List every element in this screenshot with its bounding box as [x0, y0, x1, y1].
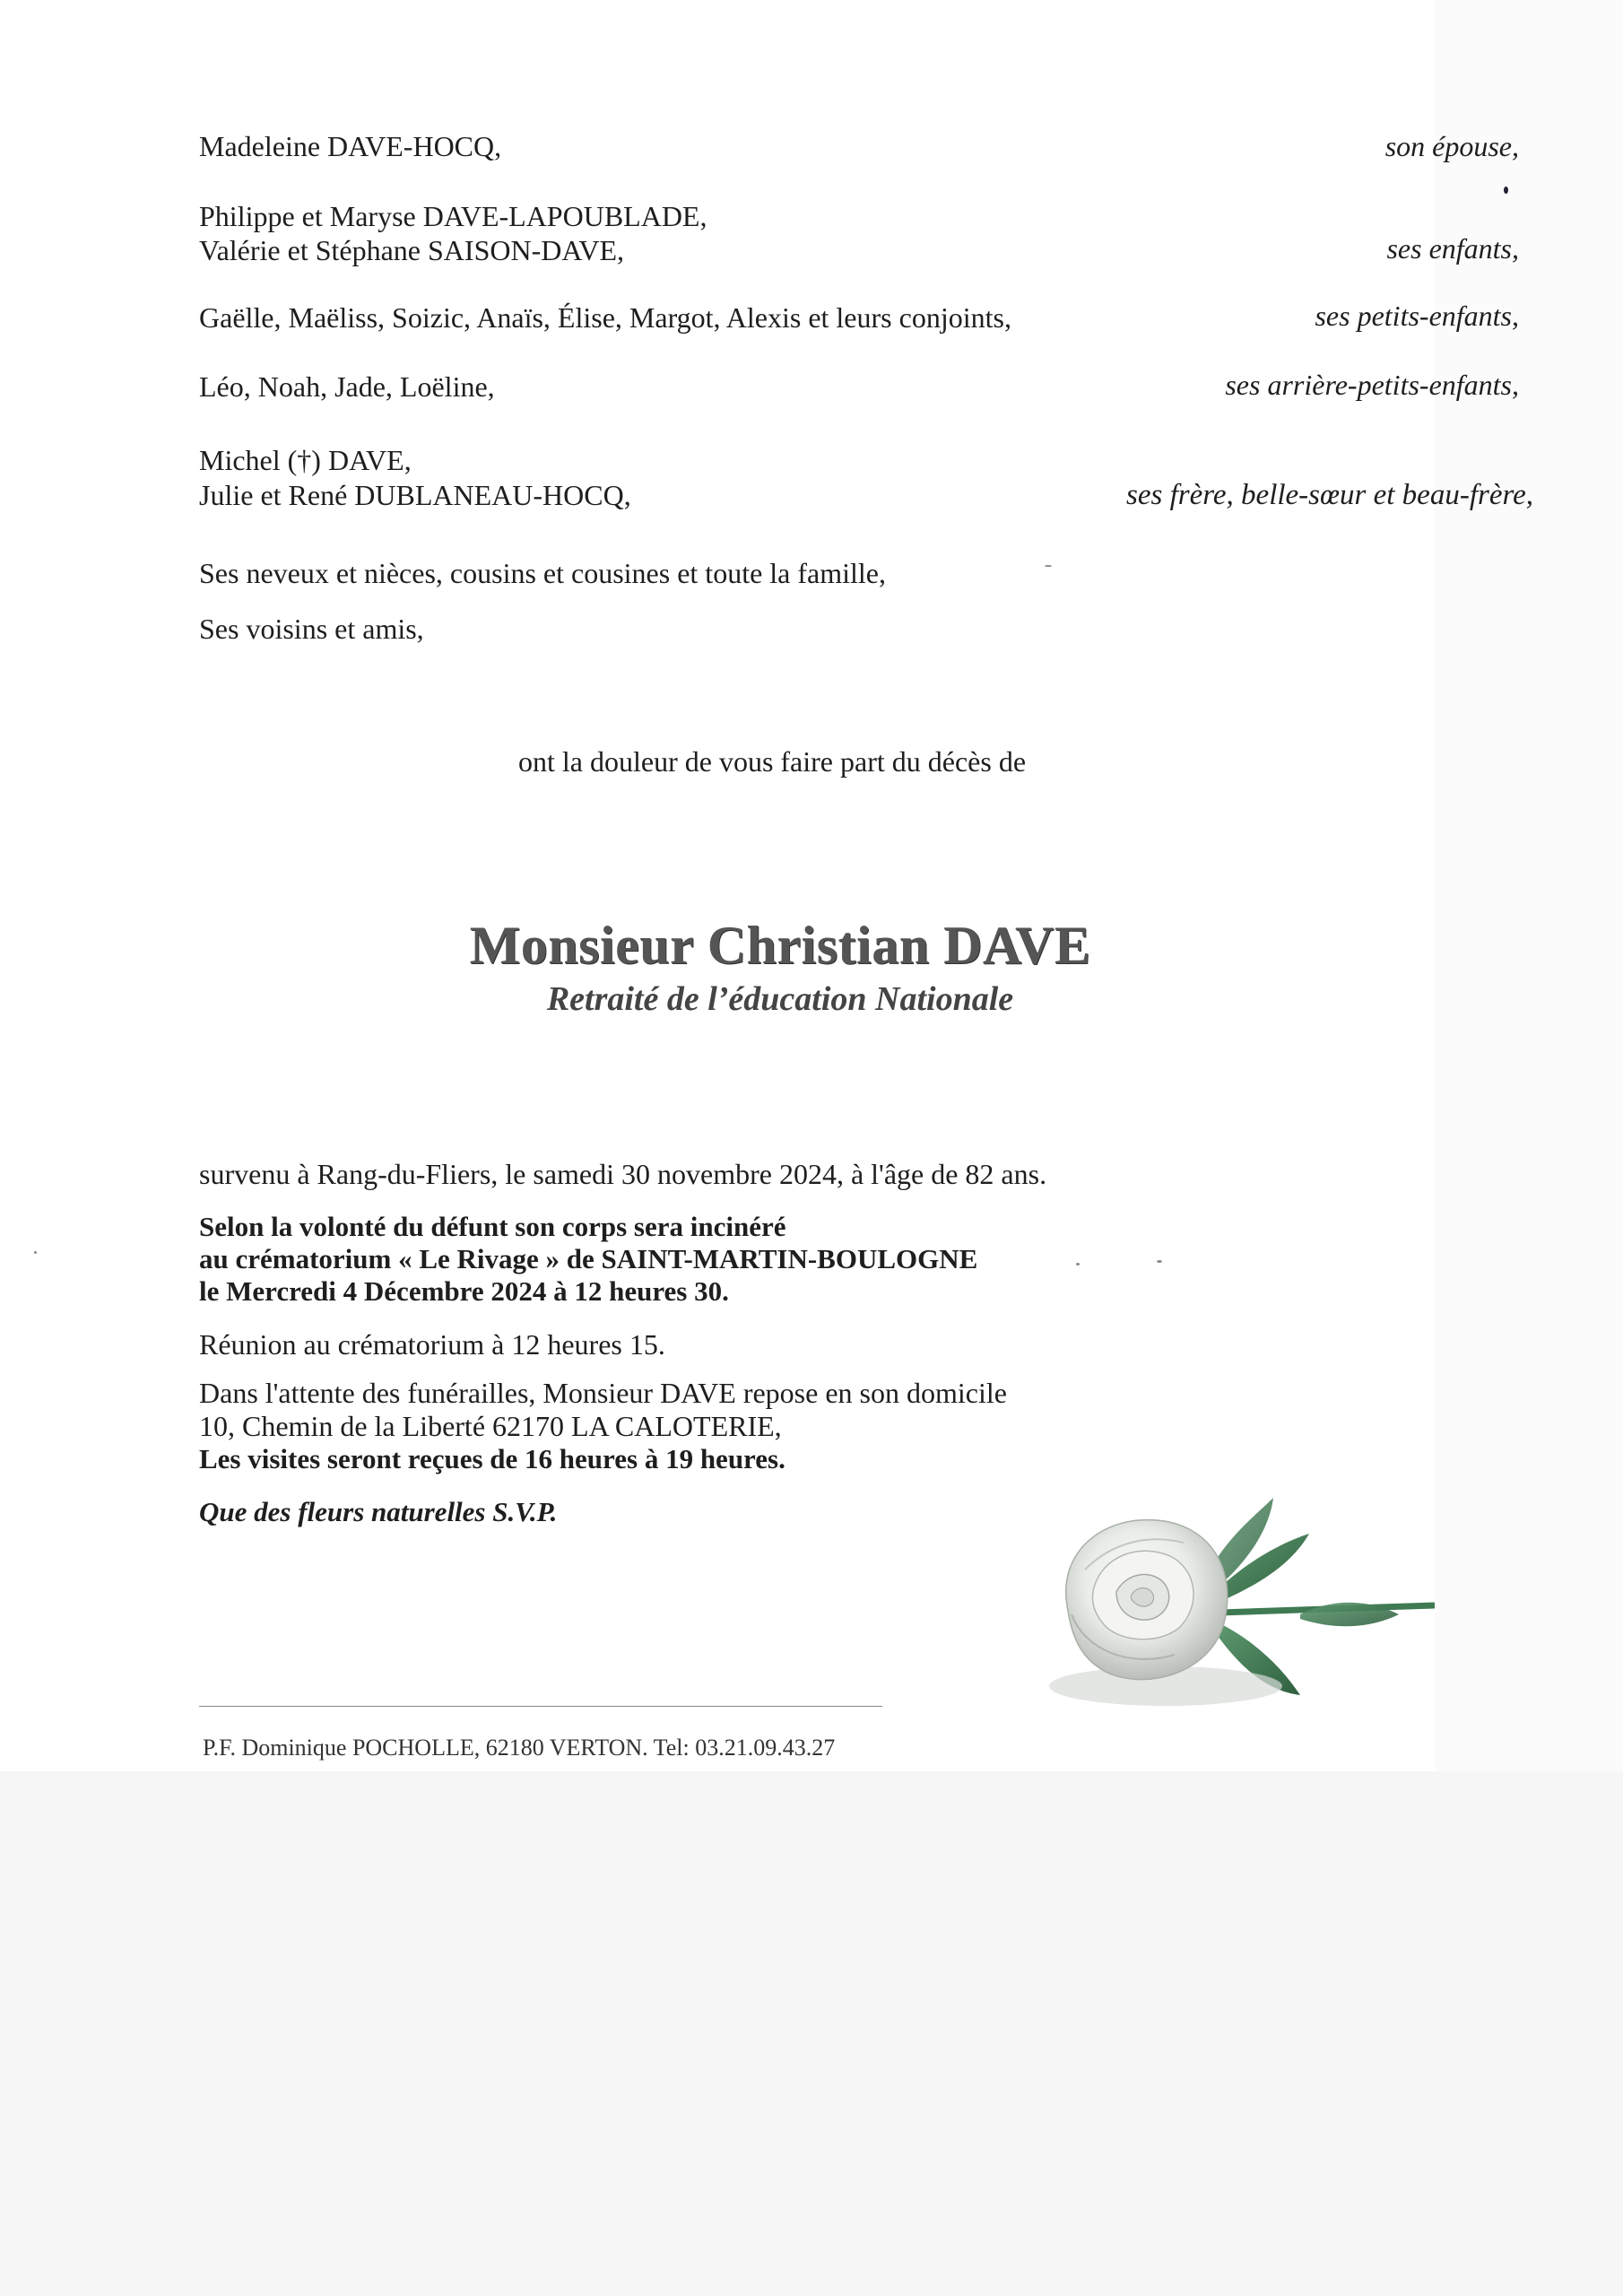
- great-grandchildren-role: ses arrière-petits-enfants,: [1225, 369, 1519, 401]
- white-rose-icon: [1031, 1480, 1435, 1740]
- neighbours-friends: Ses voisins et amis,: [199, 613, 424, 645]
- grandchildren-names: Gaëlle, Maëliss, Soizic, Anaïs, Élise, Margot, Alexis et leurs conjoints,: [199, 301, 1011, 334]
- extended-family: Ses neveux et nièces, cousins et cousines et toute la famille,: [199, 557, 886, 589]
- death-details: survenu à Rang-du-Fliers, le samedi 30 novembre 2024, à l'âge de 82 ans.: [199, 1158, 1047, 1190]
- meeting-info: Réunion au crématorium à 12 heures 15.: [199, 1328, 665, 1361]
- scan-speck: [1076, 1263, 1080, 1265]
- scan-speck: [1045, 565, 1052, 567]
- great-grandchildren-names: Léo, Noah, Jade, Loëline,: [199, 370, 495, 403]
- children-role: ses enfants,: [1386, 232, 1519, 265]
- scan-margin: [1435, 0, 1623, 1771]
- deceased-name: Monsieur Christian DAVE: [469, 916, 1091, 975]
- spouse-role: son épouse,: [1384, 130, 1519, 162]
- rest-line-1: Dans l'attente des funérailles, Monsieur DAVE repose en son domicile: [199, 1377, 1007, 1409]
- rest-line-2: 10, Chemin de la Liberté 62170 LA CALOTERIE,: [199, 1410, 782, 1442]
- funeral-home-footer: P.F. Dominique POCHOLLE, 62180 VERTON. Tel: 03.21.09.43.27: [203, 1735, 836, 1761]
- cremation-line-2: au crématorium « Le Rivage » de SAINT-MARTIN-BOULOGNE: [199, 1243, 978, 1274]
- scan-speck: [34, 1251, 37, 1254]
- siblings-role: ses frère, belle-sœur et beau-frère,: [1126, 479, 1533, 511]
- scan-background: [0, 1771, 1623, 2296]
- visits-info: Les visites seront reçues de 16 heures à 19 heures.: [199, 1443, 785, 1474]
- cremation-line-3: le Mercredi 4 Décembre 2024 à 12 heures 30.: [199, 1275, 729, 1307]
- spouse-name: Madeleine DAVE-HOCQ,: [199, 130, 502, 162]
- deceased-title: Retraité de l’éducation Nationale: [546, 980, 1014, 1018]
- siblings-line-2: Julie et René DUBLANEAU-HOCQ,: [199, 479, 631, 511]
- cremation-line-1: Selon la volonté du défunt son corps sera incinéré: [199, 1211, 786, 1242]
- grandchildren-role: ses petits-enfants,: [1315, 300, 1519, 332]
- children-line-2: Valérie et Stéphane SAISON-DAVE,: [199, 234, 624, 266]
- footer-divider: [199, 1706, 882, 1707]
- children-line-1: Philippe et Maryse DAVE-LAPOUBLADE,: [199, 200, 707, 232]
- scan-speck: [1504, 187, 1508, 194]
- announcement-text: ont la douleur de vous faire part du décès de: [518, 745, 1027, 778]
- scan-speck: [1157, 1260, 1162, 1263]
- flowers-request: Que des fleurs naturelles S.V.P.: [199, 1496, 558, 1527]
- siblings-line-1: Michel (†) DAVE,: [199, 444, 412, 476]
